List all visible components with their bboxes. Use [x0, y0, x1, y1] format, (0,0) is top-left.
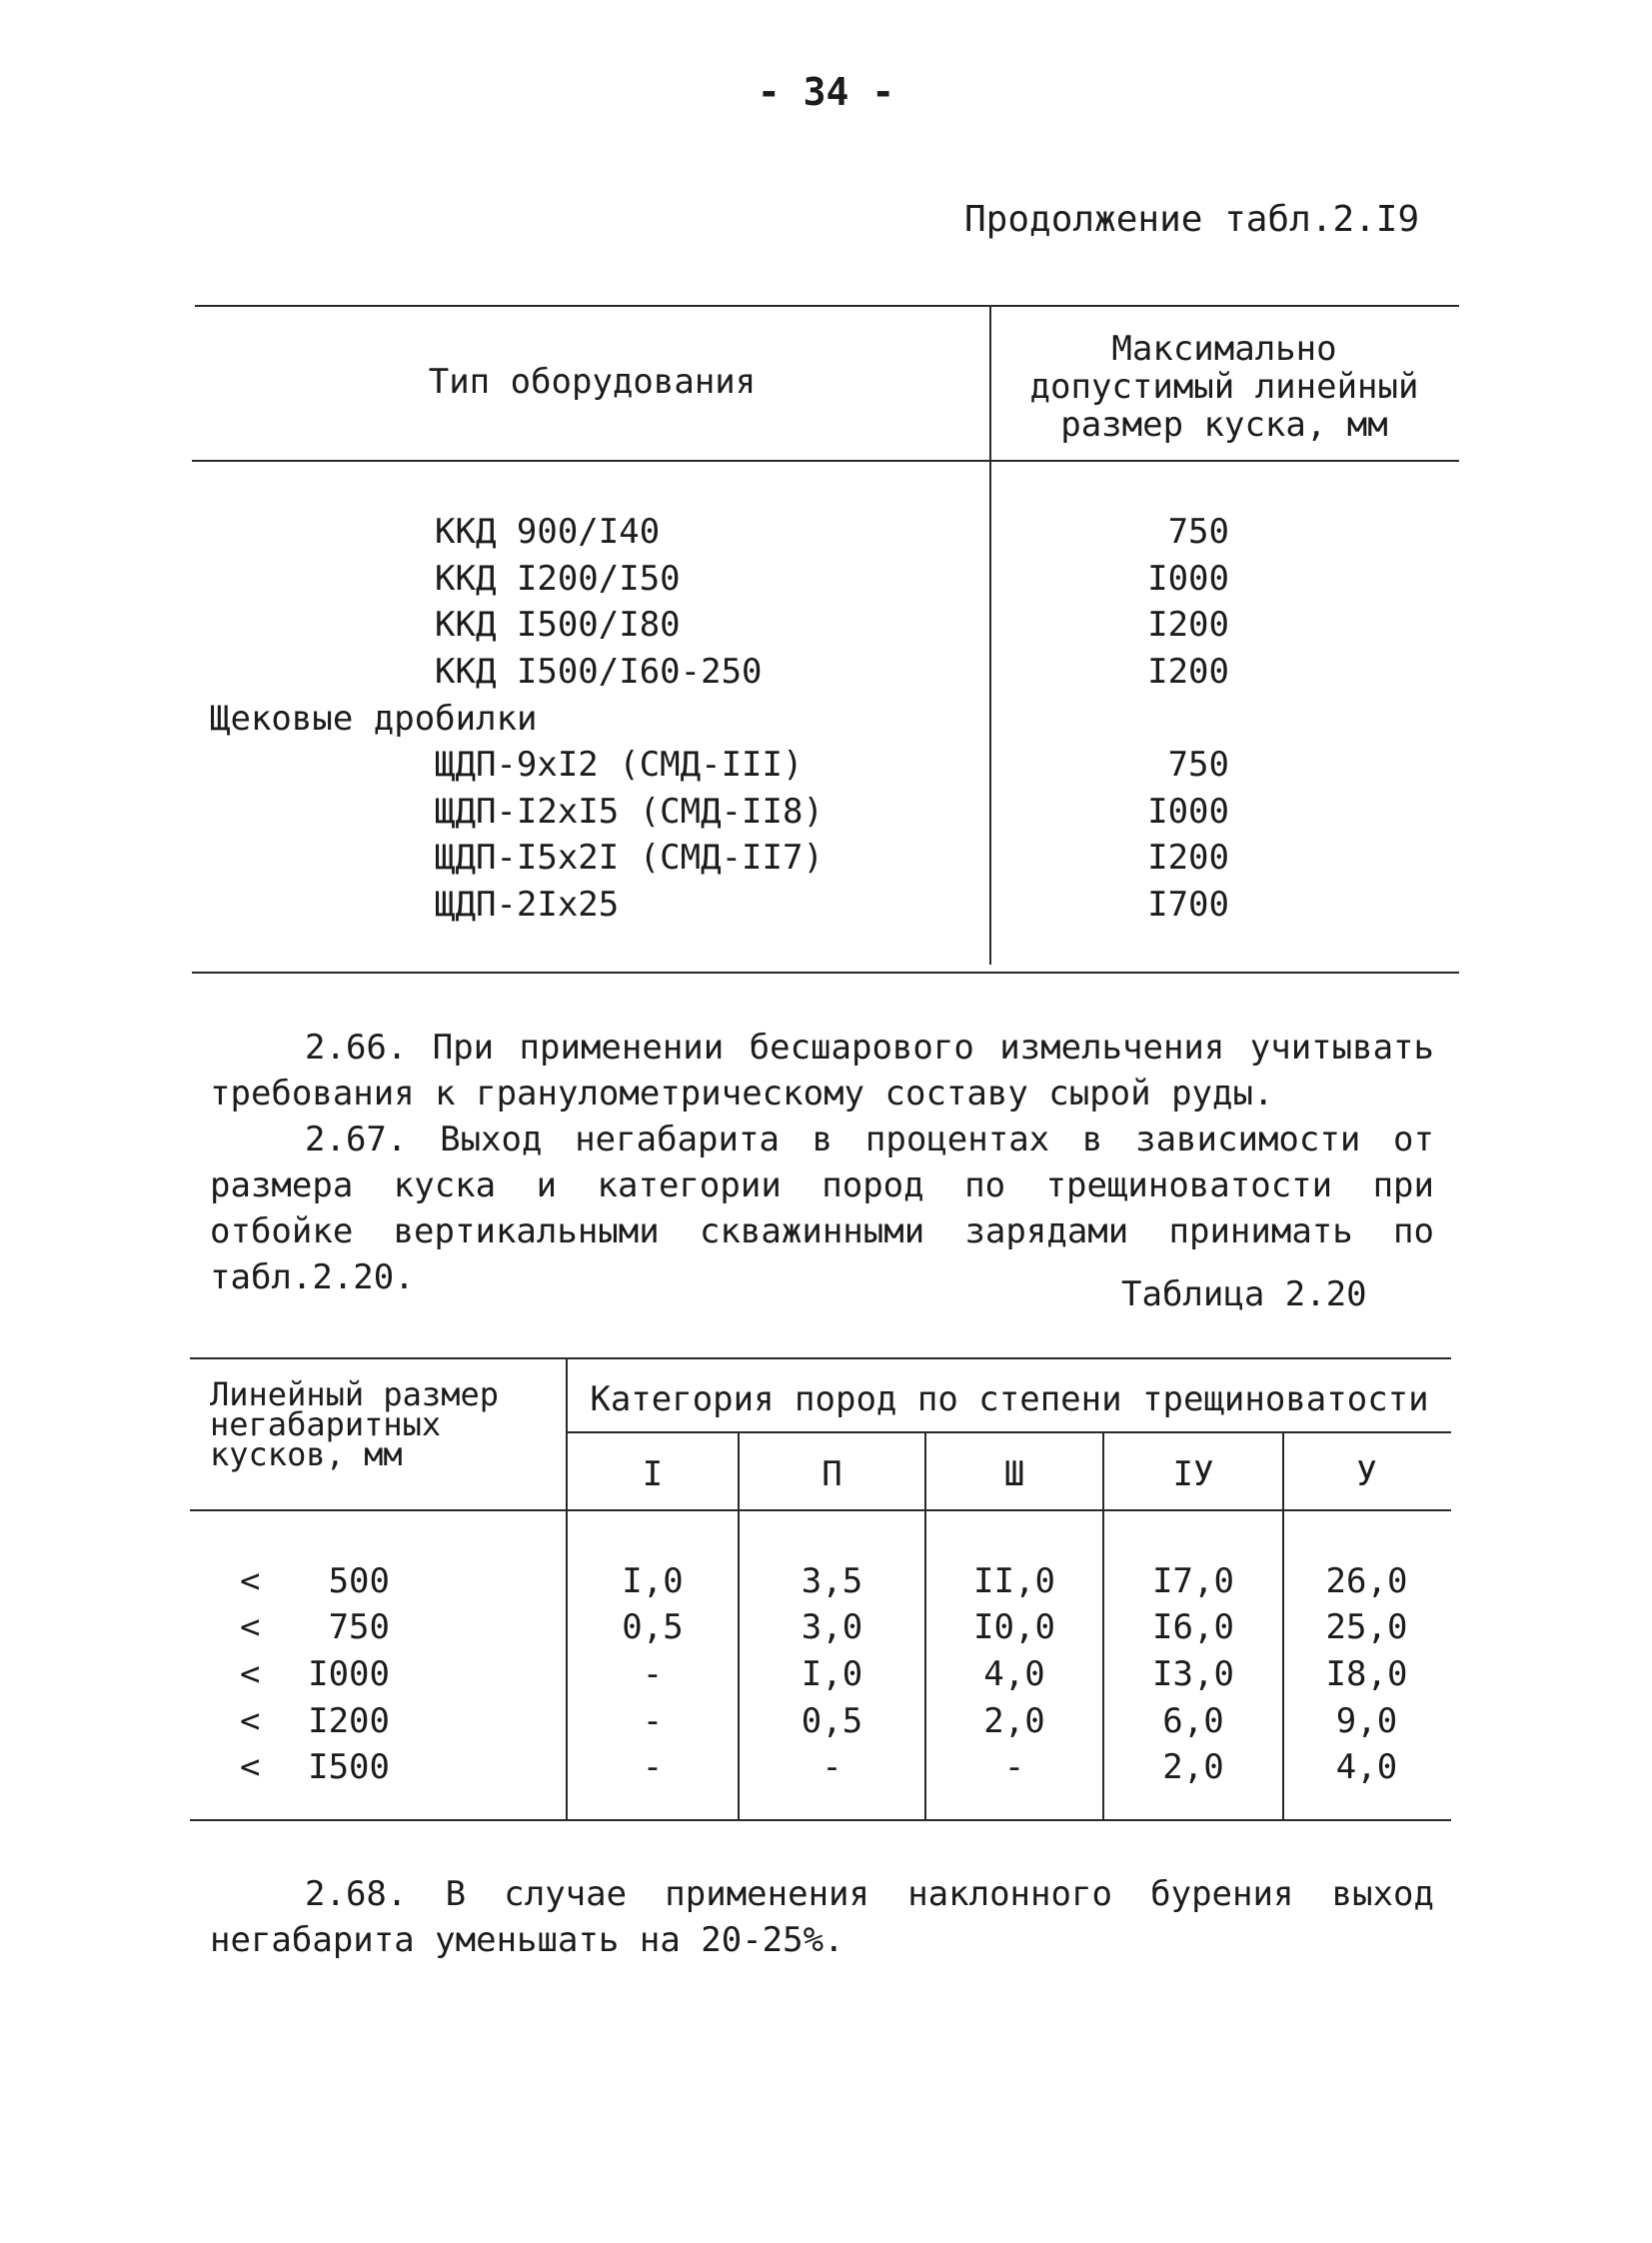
value-cell: 25,0 [1325, 1607, 1408, 1647]
value-cell: 0,5 [622, 1607, 684, 1647]
equipment-name: ЩДП-I2хI5 (СМД-II8) [435, 792, 824, 832]
continuation-caption: Продолжение табл.2.I9 [964, 199, 1420, 240]
value-cell: 6,0 [1162, 1701, 1224, 1741]
column-header-equipment: Тип оборудования [428, 362, 757, 402]
max-size-value: I000 [1147, 559, 1229, 599]
category-header: IУ [1172, 1454, 1214, 1494]
max-size-value: I000 [1147, 792, 1229, 832]
paragraph-2-68: 2.68. В случае применения наклонного бурения выход негабарита уменьшать на 20-25%. [210, 1874, 1434, 1960]
paragraph-2-67: 2.67. Выход негабарита в процентах в зависимости от размера куска и категории пород по трещиноватости при отбойке вертикальными скважинными зарядами принимать по табл.2.20. [210, 1120, 1434, 1297]
value-cell: I8,0 [1325, 1654, 1408, 1694]
value-cell: - [642, 1747, 664, 1787]
max-size-value: 750 [1167, 512, 1229, 552]
value-cell: 26,0 [1325, 1561, 1408, 1601]
table-top-rule [190, 1357, 1451, 1359]
value-cell: - [642, 1654, 664, 1694]
category-header: I [642, 1454, 664, 1494]
equipment-name: ЩДП-2Iх25 [435, 885, 620, 925]
max-size-value: 750 [1167, 745, 1229, 785]
value-cell: II,0 [973, 1561, 1055, 1601]
page-number: - 34 - [757, 70, 895, 114]
max-size-value: I200 [1147, 652, 1229, 692]
value-cell: 2,0 [983, 1701, 1045, 1741]
value-cell: - [1003, 1747, 1025, 1787]
table-column-divider [989, 305, 991, 965]
value-cell: 2,0 [1162, 1747, 1224, 1787]
table-bottom-rule [190, 1819, 1451, 1821]
value-cell: 4,0 [1335, 1747, 1398, 1787]
size-cell: < 750 [240, 1607, 390, 1647]
value-cell: I,0 [622, 1561, 684, 1601]
max-size-value: I200 [1147, 838, 1229, 878]
table-header-rule [192, 460, 1459, 462]
size-cell: < I000 [240, 1654, 390, 1694]
column-header-size: Линейный размер негабаритных кусков, мм [210, 1375, 499, 1473]
table-top-rule [195, 305, 1459, 307]
table-header-rule [190, 1509, 1451, 1511]
size-cell: < I500 [240, 1747, 390, 1787]
value-cell: I0,0 [973, 1607, 1055, 1647]
table-2-20-caption: Таблица 2.20 [1121, 1274, 1367, 1314]
column-header-category: Категория пород по степени трещиноватости [590, 1379, 1429, 1419]
category-header: Ш [1003, 1454, 1025, 1494]
value-cell: 4,0 [983, 1654, 1045, 1694]
group-label: Щековые дробилки [210, 699, 538, 739]
value-cell: I7,0 [1152, 1561, 1234, 1601]
size-cell: < 500 [240, 1561, 390, 1601]
category-header: П [822, 1454, 842, 1494]
value-cell: I6,0 [1152, 1607, 1234, 1647]
value-cell: 3,0 [801, 1607, 863, 1647]
equipment-name: ККД 900/I40 [435, 512, 661, 552]
paragraph-2-66: 2.66. При применении бесшарового измельчения учитывать требования к гранулометрическому составу сырой руды. [210, 1028, 1434, 1114]
equipment-name: ККД I500/I80 [435, 605, 681, 645]
max-size-value: I200 [1147, 605, 1229, 645]
size-cell: < I200 [240, 1701, 390, 1741]
column-header-max-size: Максимально допустимый линейный размер куска, мм [1029, 329, 1419, 445]
value-cell: - [642, 1701, 664, 1741]
equipment-name: ККД I500/I60-250 [435, 652, 763, 692]
table-bottom-rule [192, 972, 1459, 974]
value-cell: 0,5 [801, 1701, 863, 1741]
table-subheader-rule [568, 1431, 1451, 1433]
category-header: У [1356, 1454, 1377, 1494]
max-size-value: I700 [1147, 885, 1229, 925]
equipment-name: ЩДП-9хI2 (СМД-III) [435, 745, 804, 785]
value-cell: 9,0 [1335, 1701, 1398, 1741]
value-cell: - [822, 1747, 842, 1787]
value-cell: I3,0 [1152, 1654, 1234, 1694]
equipment-name: ЩДП-I5х2I (СМД-II7) [435, 838, 824, 878]
equipment-name: ККД I200/I50 [435, 559, 681, 599]
value-cell: I,0 [801, 1654, 863, 1694]
value-cell: 3,5 [801, 1561, 863, 1601]
